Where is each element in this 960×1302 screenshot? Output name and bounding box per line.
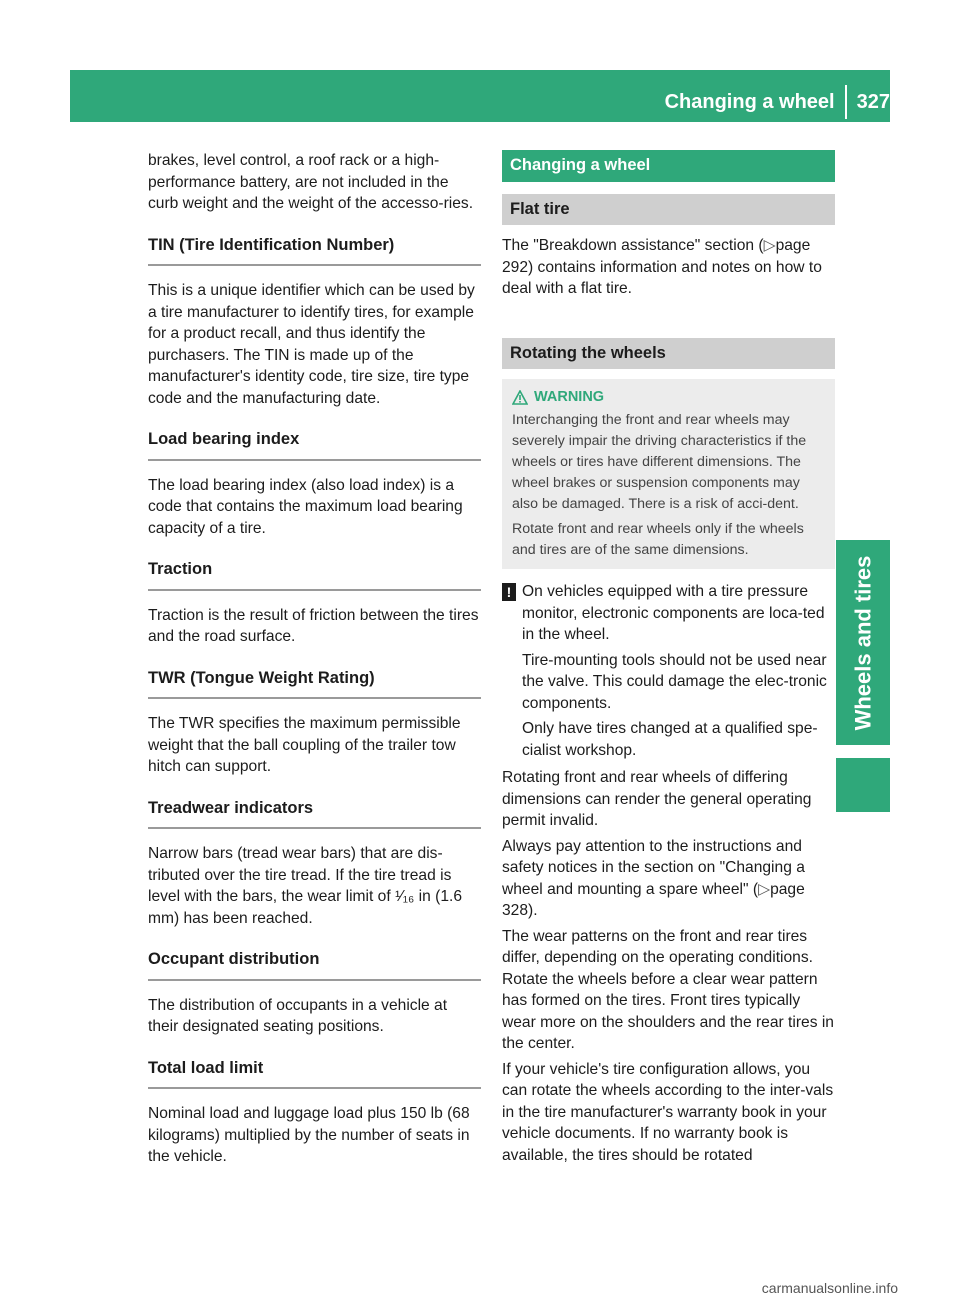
warning-triangle-icon xyxy=(512,390,528,405)
rotation-paragraph-2-start: Always pay attention to the instructions and safety notices in the section on "Changing a wheel and mounting a spare wheel" ( xyxy=(502,837,805,898)
intro-paragraph: brakes, level control, a roof rack or a high-performance battery, are not included in the curb weight and the weight of the accesso-ries. xyxy=(148,152,474,212)
page-number: 327 xyxy=(856,90,890,113)
warning-title xyxy=(512,387,827,408)
body-occupant-distribution: The distribution of occupants in a vehicle at their designated seating positions. xyxy=(148,996,448,1035)
side-tab-marker xyxy=(836,758,890,812)
heading-twr: TWR (Tongue Weight Rating) xyxy=(148,668,481,700)
header-divider xyxy=(845,85,847,119)
warning-text-2: Rotate front and rear wheels only if the wheels and tires are of the same dimensions. xyxy=(512,521,804,558)
notice-block xyxy=(502,581,835,761)
heading-rotating-wheels: Rotating the wheels xyxy=(502,338,835,370)
warning-text-1: Interchanging the front and rear wheels may severely impair the driving characteristics if the wheels or tires have different dimensions. The wheel brakes or suspension components may also be damaged. There is a risk of acci-dent. xyxy=(512,412,807,512)
rotation-paragraph-4: If your vehicle's tire configuration allows, you can rotate the wheels according to the inter-vals in the tire manufacturer's warranty book in your vehicle documents. If no warranty book is available, the tires should be rotated xyxy=(502,1060,834,1164)
notice-text-2: Tire-mounting tools should not be used near the valve. This could damage the elec-tronic components. xyxy=(522,651,827,712)
exclamation-icon: ! xyxy=(502,583,516,601)
body-load-bearing-index: The load bearing index (also load index) is a code that contains the maximum load bearing capacity of a tire. xyxy=(148,476,463,537)
side-tab-label xyxy=(836,540,890,745)
side-tab-text: Wheels and tires xyxy=(850,555,875,730)
page-ref-arrow-icon: ▷ xyxy=(763,237,776,254)
heading-treadwear: Treadwear indicators xyxy=(148,798,481,830)
heading-load-bearing-index: Load bearing index xyxy=(148,429,481,461)
flat-tire-text-end: page 292) contains information and notes on how to deal with a flat tire. xyxy=(502,237,822,297)
warning-box xyxy=(502,379,835,569)
heading-changing-a-wheel: Changing a wheel xyxy=(502,150,835,182)
running-header xyxy=(665,88,890,116)
right-column xyxy=(502,150,835,1166)
rotation-paragraph-3: The wear patterns on the front and rear tires differ, depending on the operating conditions. Rotate the wheels before a clear wear pattern has formed on the tires. Front tires typically wear more on the shoulders and the rear tires in the center. xyxy=(502,927,834,1052)
body-twr: The TWR specifies the maximum permissible weight that the ball coupling of the trailer tow hitch can support. xyxy=(148,715,461,775)
body-traction: Traction is the result of friction between the tires and the road surface. xyxy=(148,606,479,645)
heading-total-load-limit: Total load limit xyxy=(148,1058,481,1090)
page-ref-arrow-icon: ▷ xyxy=(758,880,771,898)
notice-body xyxy=(522,581,835,761)
body-treadwear: Narrow bars (tread wear bars) that are dis-tributed over the tire tread. If the tire tread is level with the bars, the wear limit of ¹⁄₁₆ in (1.6 mm) has been reached. xyxy=(148,845,463,927)
heading-traction: Traction xyxy=(148,559,481,591)
body-total-load-limit: Nominal load and luggage load plus 150 lb (68 kilograms) multiplied by the number of seats in the vehicle. xyxy=(148,1105,470,1165)
notice-text-1: On vehicles equipped with a tire pressure monitor, electronic components are loca-ted in the wheel. xyxy=(522,583,825,643)
notice-text-3: Only have tires changed at a qualified spe-cialist workshop. xyxy=(522,720,818,759)
footer-watermark: carmanualsonline.info xyxy=(761,1280,898,1296)
rotation-paragraph-1: Rotating front and rear wheels of differing dimensions can render the general operating permit invalid. xyxy=(502,769,812,829)
rotation-paragraph-2-end: page 328). xyxy=(502,880,805,919)
heading-tin: TIN (Tire Identification Number) xyxy=(148,235,481,267)
left-column xyxy=(148,150,481,1168)
section-title: Changing a wheel xyxy=(664,90,835,113)
body-tin: This is a unique identifier which can be used by a tire manufacturer to identify tires, for example for a product recall, and thus identify the purchasers. The TIN is made up of the manufacturer's identity code, tire size, tire type code and the manufacturing date. xyxy=(148,282,475,407)
heading-flat-tire: Flat tire xyxy=(502,194,835,226)
flat-tire-text-start: The "Breakdown assistance" section ( xyxy=(502,237,764,254)
body-flat-tire xyxy=(502,235,835,300)
rotation-paragraph-2 xyxy=(502,836,835,922)
warning-label: WARNING xyxy=(534,389,605,405)
heading-occupant-distribution: Occupant distribution xyxy=(148,949,481,981)
